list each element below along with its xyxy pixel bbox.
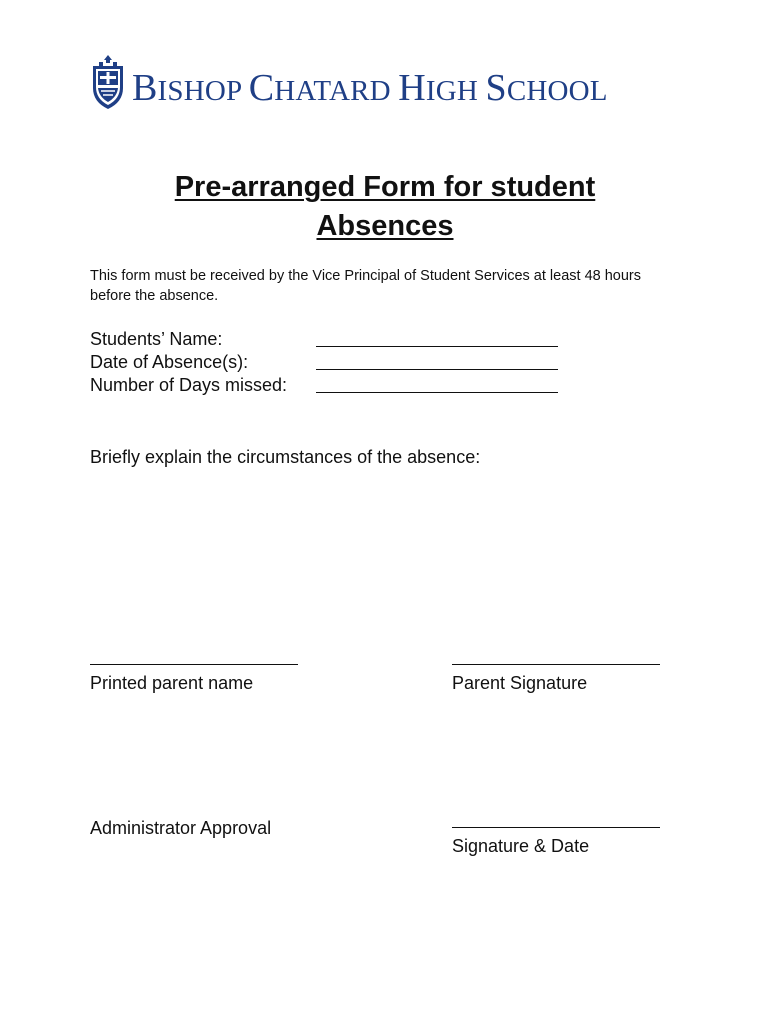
student-name-row — [90, 328, 570, 351]
printed-parent-name-line[interactable] — [90, 664, 298, 665]
student-name-label: Students’ Name: — [90, 329, 223, 349]
form-title-line-1: Pre-arranged Form for student — [174, 171, 596, 203]
date-of-absence-row — [90, 351, 570, 374]
days-missed-row — [90, 374, 570, 397]
parent-signature-line[interactable] — [452, 664, 660, 665]
student-info-fields — [90, 328, 570, 397]
admin-signature-block — [452, 827, 662, 858]
explanation-prompt: Briefly explain the circumstances of the absence: — [90, 447, 481, 467]
school-logo — [90, 54, 660, 112]
date-of-absence-label: Date of Absence(s): — [90, 352, 249, 372]
form-instructions: This form must be received by the Vice Principal of Student Services at least 48 hours before the absence. — [90, 268, 641, 304]
administrator-approval-label: Administrator Approval — [90, 818, 272, 838]
admin-signature-line[interactable] — [452, 827, 660, 828]
parent-signature-block — [452, 664, 662, 695]
printed-parent-name-label: Printed parent name — [90, 673, 254, 693]
date-of-absence-blank[interactable] — [316, 369, 558, 370]
form-title — [0, 168, 770, 246]
school-crest-icon — [90, 54, 126, 110]
printed-parent-name-block — [90, 664, 300, 695]
days-missed-label: Number of Days missed: — [90, 375, 288, 395]
parent-signature-label: Parent Signature — [452, 673, 588, 693]
signature-date-label: Signature & Date — [452, 836, 590, 856]
days-missed-blank[interactable] — [316, 392, 558, 393]
student-name-blank[interactable] — [316, 346, 558, 347]
school-name: BISHOP CHATARD HIGH SCHOOL — [132, 67, 608, 109]
form-title-line-2: Absences — [316, 210, 454, 242]
